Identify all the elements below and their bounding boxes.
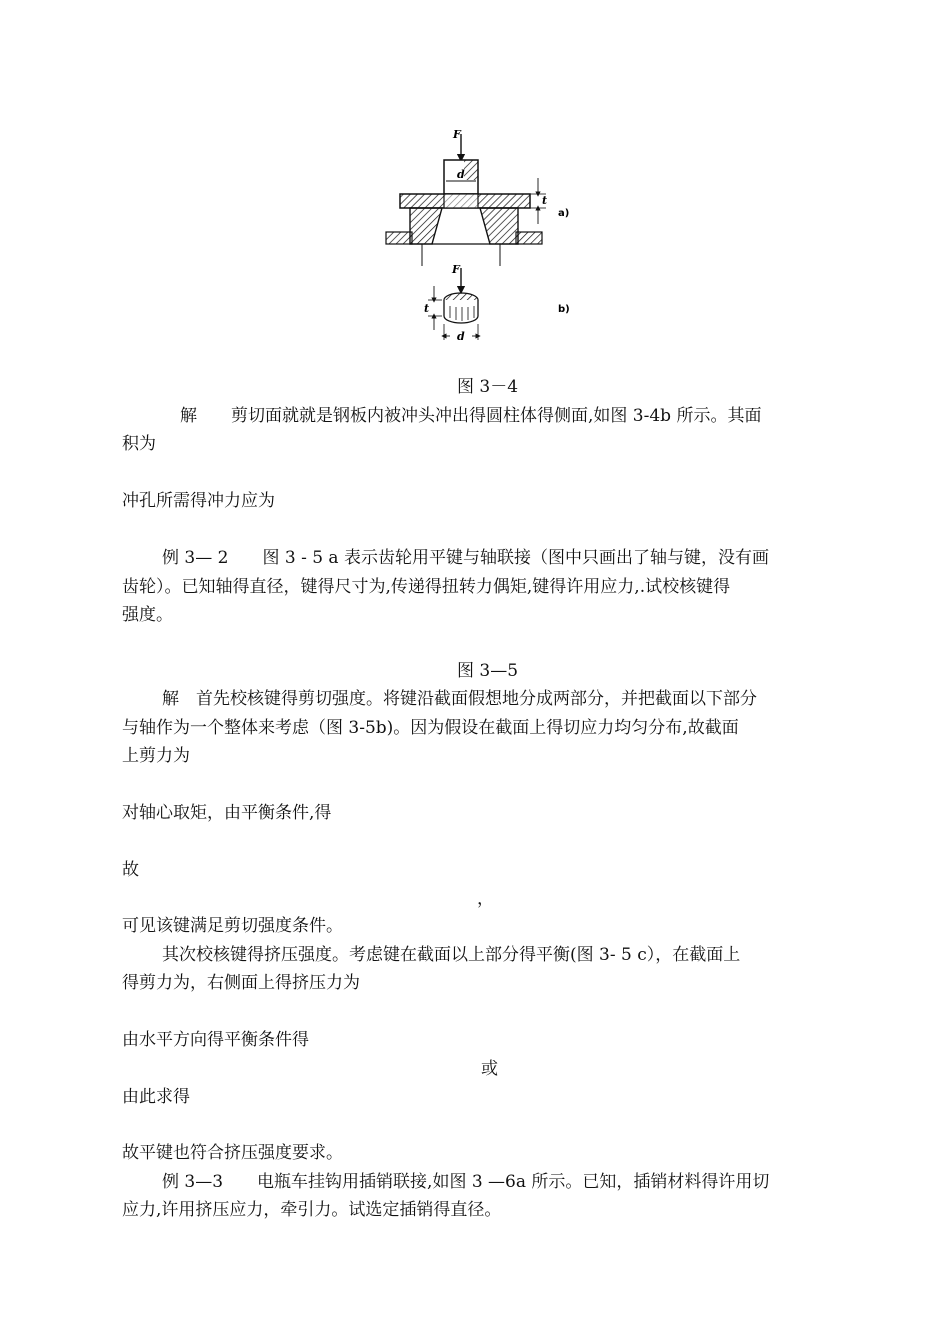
- solution-paragraph-line-2: 积为: [122, 434, 156, 454]
- bearing-conclusion-line: 故平键也符合挤压强度要求。: [122, 1143, 343, 1163]
- force-label-b: F: [452, 263, 460, 276]
- die-left: [410, 208, 442, 244]
- slug-side: [444, 300, 478, 323]
- force-label-a: F: [453, 128, 461, 141]
- die-right: [480, 208, 518, 244]
- shear-check-line-3: 上剪力为: [122, 746, 190, 766]
- thus-obtained-line: 由此求得: [122, 1087, 190, 1107]
- figure-caption-3-5: 图 3—5: [457, 661, 519, 681]
- figure-label-b: b): [558, 304, 570, 315]
- example-3-2-line-2: 齿轮）。已知轴得直径，键得尺寸为,传递得扭转力偶矩,键得许用应力,.试校核键得: [122, 577, 731, 597]
- figure-3-4-punch-diagram: [380, 118, 595, 350]
- horizontal-equilibrium-line: 由水平方向得平衡条件得: [122, 1030, 309, 1050]
- thickness-label-b: t: [424, 302, 430, 315]
- moment-equilibrium-line: 对轴心取矩，由平衡条件,得: [122, 803, 332, 823]
- shear-check-line-2: 与轴作为一个整体来考虑（图 3-5b)。因为假设在截面上得切应力均匀分布,故截面: [122, 718, 739, 738]
- punch-force-line: 冲孔所需得冲力应为: [122, 491, 275, 511]
- diameter-label-a: d: [457, 168, 465, 181]
- example-3-2-line-3: 强度。: [122, 605, 173, 625]
- comma-mark: ，: [477, 889, 494, 909]
- thickness-label-a: t: [542, 194, 548, 207]
- therefore-line: 故: [122, 860, 139, 880]
- example-3-2-line-1: 例 3— 2 图 3 - 5 a 表示齿轮用平键与轴联接（图中只画出了轴与键，没有画: [162, 548, 769, 568]
- figure-label-a: a): [558, 208, 570, 219]
- example-3-3-line-2: 应力,许用挤压应力，牵引力。试选定插销得直径。: [122, 1200, 502, 1220]
- diameter-label-b: d: [457, 330, 465, 343]
- bearing-check-line-2: 得剪力为，右侧面上得挤压力为: [122, 973, 360, 993]
- example-3-3-line-1: 例 3—3 电瓶车挂钩用插销联接,如图 3 —6a 所示。已知，插销材料得许用切: [162, 1172, 770, 1192]
- shear-check-line-1: 解 首先校核键得剪切强度。将键沿截面假想地分成两部分，并把截面以下部分: [162, 689, 757, 709]
- or-line: 或: [481, 1059, 498, 1079]
- solution-paragraph-line-1: 解 剪切面就就是钢板内被冲头冲出得圆柱体得侧面,如图 3-4b 所示。其面: [180, 406, 762, 426]
- figure-caption-3-4: 图 3－4: [457, 377, 519, 397]
- shear-conclusion-line: 可见该键满足剪切强度条件。: [122, 916, 343, 936]
- bearing-check-line-1: 其次校核键得挤压强度。考虑键在截面以上部分得平衡(图 3- 5 c），在截面上: [162, 945, 741, 965]
